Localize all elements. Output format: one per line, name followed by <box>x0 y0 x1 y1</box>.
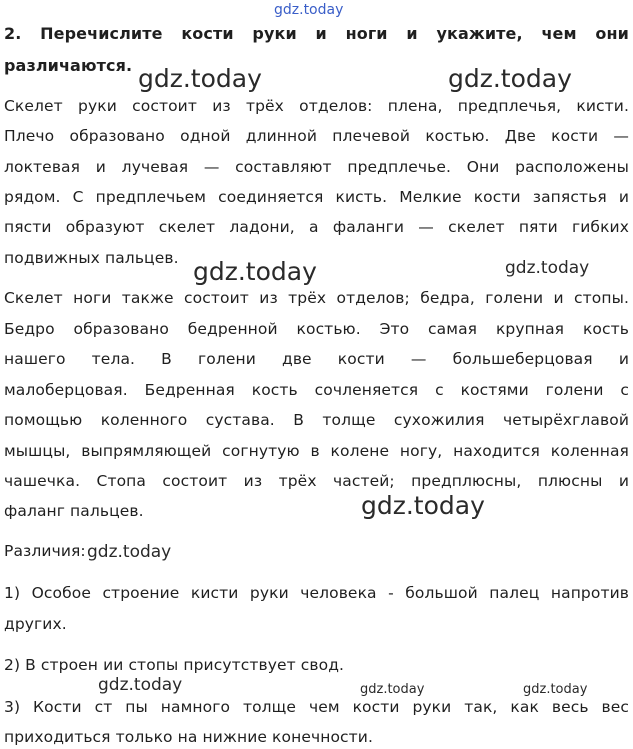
text-line: Плечо образовано одной длинной плечевой костью. Две кости — <box>4 127 629 145</box>
text-line: подвижных пальцев. <box>4 249 179 267</box>
list-item: приходиться только на нижние конечности. <box>4 728 373 746</box>
watermark: gdz.today <box>448 64 572 93</box>
text-line: Скелет руки состоит из трёх отделов: плена, предплечья, кисти. <box>4 97 629 115</box>
list-item: других. <box>4 615 67 633</box>
text-line: Скелет ноги также состоит из трёх отделов; бедра, голени и стопы. <box>4 289 629 307</box>
watermark: gdz.today <box>523 682 588 697</box>
watermark: gdz.today <box>505 258 590 278</box>
list-item: 1) Особое строение кисти руки человека - большой палец напротив <box>4 584 629 602</box>
text-line: мышцы, выпрямляющей согнутую в колене ногу, находится коленная <box>4 442 629 460</box>
list-item: 2) В строен ии стопы присутствует свод. <box>4 656 345 674</box>
text-line: рядом. С предплечьем соединяется кисть. Мелкие кости запястья и <box>4 188 629 206</box>
text-line: локтевая и лучевая — составляют предплечье. Они расположены <box>4 158 629 176</box>
text-line: малоберцовая. Бедренная кость сочленяется с костями голени с <box>4 381 629 399</box>
watermark: gdz.today <box>138 64 262 93</box>
watermark: gdz.today <box>98 675 183 695</box>
text-line: пясти образуют скелет ладони, а фаланги — скелет пяти гибких <box>4 218 629 236</box>
watermark: gdz.today <box>360 682 425 697</box>
text-line: нашего тела. В голени две кости — большеберцовая и <box>4 350 629 368</box>
text-line: Бедро образовано бедренной костью. Это самая крупная кость <box>4 320 629 338</box>
list-item: 3) Кости ст пы намного толще чем кости руки так, как весь вес <box>4 698 629 716</box>
watermark: gdz.today <box>361 491 485 520</box>
text-line: чашечка. Стопа состоит из трёх частей; предплюсны, плюсны и <box>4 472 629 490</box>
heading-line-1: 2. Перечислите кости руки и ноги и укажите, чем они <box>4 24 629 43</box>
watermark-top: gdz.today <box>274 2 344 18</box>
text-line: фаланг пальцев. <box>4 502 144 520</box>
text-line: помощью коленного сустава. В толще сухожилия четырёхглавой <box>4 411 629 429</box>
watermark: gdz.today <box>87 542 172 562</box>
watermark: gdz.today <box>193 257 317 286</box>
differences-label: Различия: <box>4 542 86 560</box>
heading-line-2: различаются. <box>4 56 133 75</box>
